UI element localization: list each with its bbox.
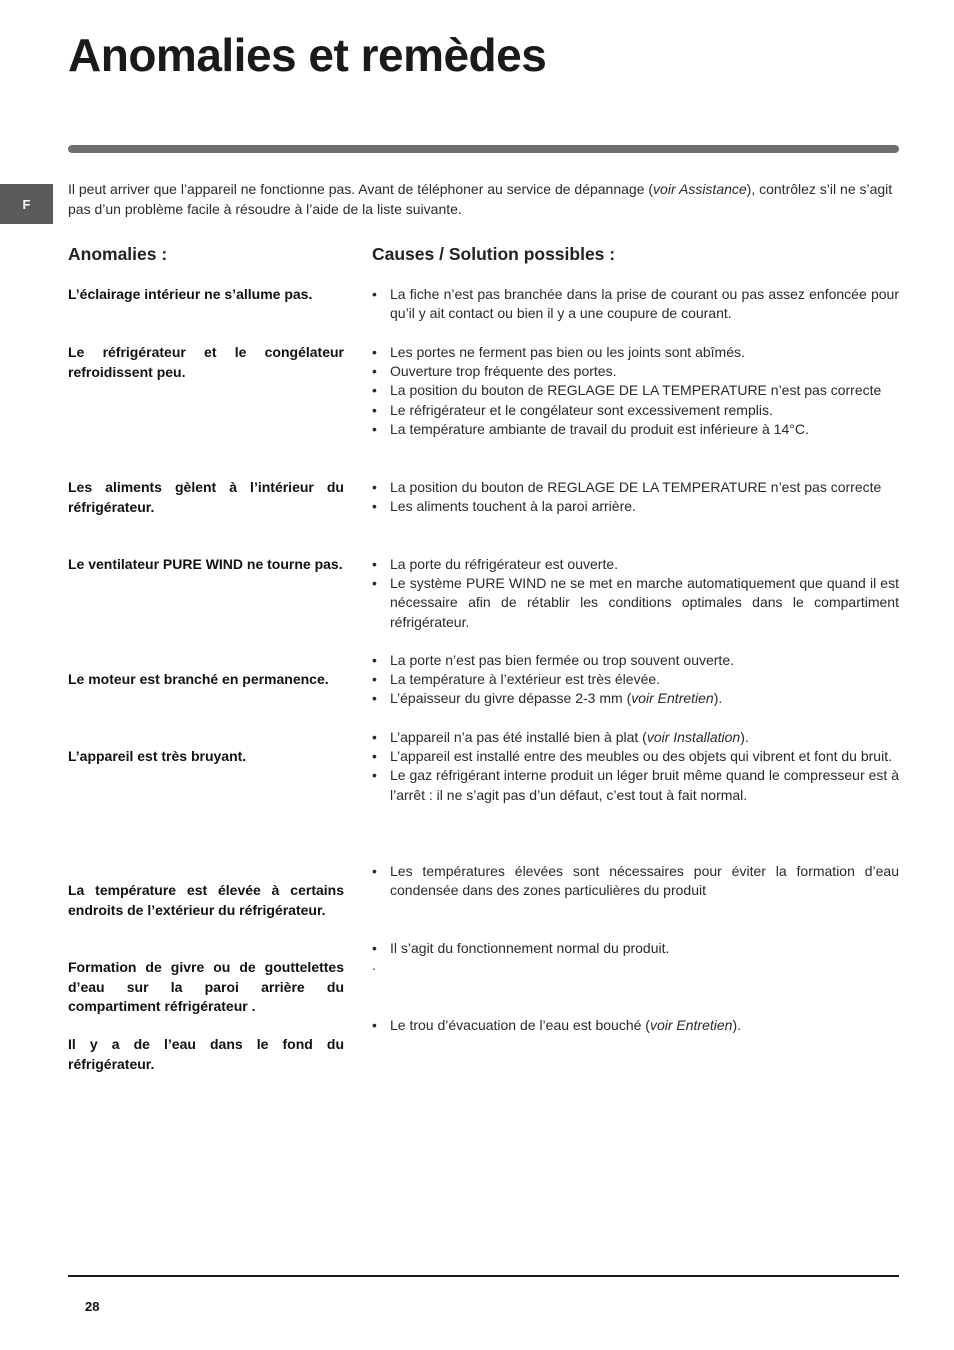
- solution-text: La position du bouton de REGLAGE DE LA TEMPERATURE n’est pas correcte: [390, 479, 882, 495]
- solution-reference: voir Installation: [646, 729, 741, 745]
- problem-item: Le moteur est branché en permanence.: [68, 671, 329, 687]
- solution-text: L’appareil est installé entre des meubles ou des objets qui vibrent et font du bruit.: [390, 748, 892, 765]
- bullet-icon: •: [372, 652, 377, 668]
- solution-text: La température à l’extérieur est très élevée.: [390, 671, 661, 688]
- title-divider: [68, 145, 899, 153]
- solution-list: [372, 343, 899, 439]
- solution-text-end: ).: [713, 690, 723, 707]
- problem-item: Le réfrigérateur et le congélateur refroidissent peu.: [68, 344, 344, 380]
- problem-item: L’éclairage intérieur ne s’allume pas.: [68, 286, 313, 302]
- solution-item: [372, 343, 899, 362]
- stray-mark: .: [372, 957, 376, 973]
- solution-text: L’épaisseur du givre dépasse 2-3 mm (: [390, 690, 632, 707]
- solution-text: Le trou d’évacuation de l’eau est bouché (: [390, 1017, 650, 1033]
- bullet-icon: •: [372, 286, 377, 302]
- solution-reference: voir Entretien: [631, 690, 714, 707]
- intro-paragraph: [68, 180, 898, 219]
- solution-list: [372, 862, 899, 900]
- bullet-icon: •: [372, 767, 377, 784]
- solution-reference: voir Entretien: [649, 1017, 733, 1033]
- language-tab: F: [0, 184, 53, 224]
- solution-list: [372, 651, 899, 709]
- bullet-icon: •: [372, 363, 377, 380]
- solution-item: [372, 420, 899, 439]
- solution-item: [372, 285, 899, 323]
- solution-text: La position du bouton de REGLAGE DE LA TEMPERATURE n’est pas correcte: [390, 382, 882, 399]
- intro-text-end: ), contrôlez s’il ne s’agit pas d’un problème facile à résoudre à l’aide de la liste suivante.: [68, 181, 893, 217]
- solution-item: [372, 497, 899, 516]
- problem-item: L’appareil est très bruyant.: [68, 748, 247, 764]
- bullet-icon: •: [372, 748, 377, 765]
- solution-item: [372, 728, 899, 747]
- bullet-icon: •: [372, 863, 377, 879]
- bullet-icon: •: [372, 401, 377, 418]
- solution-item: [372, 670, 899, 689]
- solution-text: L’appareil n’a pas été installé bien à plat (: [390, 729, 647, 745]
- problem-item: Le ventilateur PURE WIND ne tourne pas.: [68, 556, 343, 572]
- bullet-icon: •: [372, 1017, 377, 1033]
- page-title: Anomalies et remèdes: [68, 29, 547, 81]
- solution-text: Les aliments touchent à la paroi arrière.: [390, 498, 636, 515]
- bullet-icon: •: [372, 575, 377, 592]
- bullet-icon: •: [372, 671, 377, 688]
- solution-text: La porte du réfrigérateur est ouverte.: [390, 556, 619, 572]
- solution-text-end: ).: [732, 1017, 742, 1033]
- solution-list: [372, 285, 899, 323]
- page-number: 28: [85, 1299, 100, 1314]
- bullet-icon: •: [372, 940, 377, 956]
- solution-text: Il s’agit du fonctionnement normal du produit.: [390, 940, 670, 956]
- solution-item: [372, 651, 899, 670]
- solution-item: [372, 362, 899, 381]
- solution-item: [372, 862, 899, 900]
- solution-item: [372, 574, 899, 632]
- problem-item: Formation de givre ou de gouttelettes d’eau sur la paroi arrière du compartiment réfrigérateur .: [68, 959, 344, 1014]
- solution-item: [372, 689, 899, 708]
- solution-text: Ouverture trop fréquente des portes.: [390, 363, 617, 380]
- solution-text: Le réfrigérateur et le congélateur sont excessivement remplis.: [390, 401, 773, 418]
- solution-list: [372, 478, 899, 516]
- solution-item: [372, 478, 899, 497]
- solution-text: Les portes ne ferment pas bien ou les joints sont abîmés.: [390, 344, 745, 360]
- solution-item: [372, 381, 899, 400]
- bullet-icon: •: [372, 382, 377, 399]
- solution-item: [372, 747, 899, 766]
- solution-item: [372, 1016, 899, 1035]
- solution-text: La fiche n’est pas branchée dans la prise de courant ou pas assez enfoncée pour qu’il y ait contact ou bien il y a une coupure de courant.: [390, 286, 899, 322]
- bullet-icon: •: [372, 556, 377, 572]
- bullet-icon: •: [372, 690, 377, 707]
- solution-text-end: ).: [740, 729, 749, 745]
- bullet-icon: •: [372, 498, 377, 515]
- solution-item: [372, 401, 899, 420]
- bullet-icon: •: [372, 420, 377, 437]
- problem-item: Les aliments gèlent à l’intérieur du réfrigérateur.: [68, 479, 344, 515]
- solution-text: Les températures élevées sont nécessaires pour éviter la formation d’eau condensée dans des zones particulières du produit: [390, 863, 899, 899]
- intro-text-start: Il peut arriver que l’appareil ne fonctionne pas. Avant de téléphoner au service de dépannage (: [68, 181, 654, 197]
- solution-item: [372, 939, 899, 958]
- problem-item: Il y a de l’eau dans le fond du réfrigérateur.: [68, 1036, 344, 1072]
- solution-text: Le gaz réfrigérant interne produit un léger bruit même quand le compresseur est à l’arrêt : il ne s’agit pas d’un défaut, c’est tout à fait normal.: [390, 767, 899, 803]
- solution-list: [372, 1016, 899, 1035]
- solutions-heading: Causes / Solution possibles :: [372, 244, 616, 264]
- problems-heading: Anomalies :: [68, 244, 168, 264]
- intro-reference: voir Assistance: [653, 181, 747, 197]
- solution-text: Le système PURE WIND ne se met en marche automatiquement que quand il est nécessaire afin de rétablir les conditions optimales dans le compartiment réfrigérateur.: [390, 575, 899, 630]
- solution-list: [372, 555, 899, 632]
- bullet-icon: •: [372, 344, 377, 360]
- bullet-icon: •: [372, 729, 377, 745]
- solution-list: [372, 728, 899, 805]
- solution-text: La porte n’est pas bien fermée ou trop souvent ouverte.: [390, 652, 734, 668]
- solution-item: [372, 766, 899, 804]
- footer-divider: [68, 1275, 899, 1277]
- solution-list: [372, 939, 899, 958]
- solution-item: [372, 555, 899, 574]
- problem-item: La température est élevée à certains endroits de l’extérieur du réfrigérateur.: [68, 882, 344, 918]
- bullet-icon: •: [372, 479, 377, 495]
- solution-text: La température ambiante de travail du produit est inférieure à 14°C.: [390, 420, 809, 437]
